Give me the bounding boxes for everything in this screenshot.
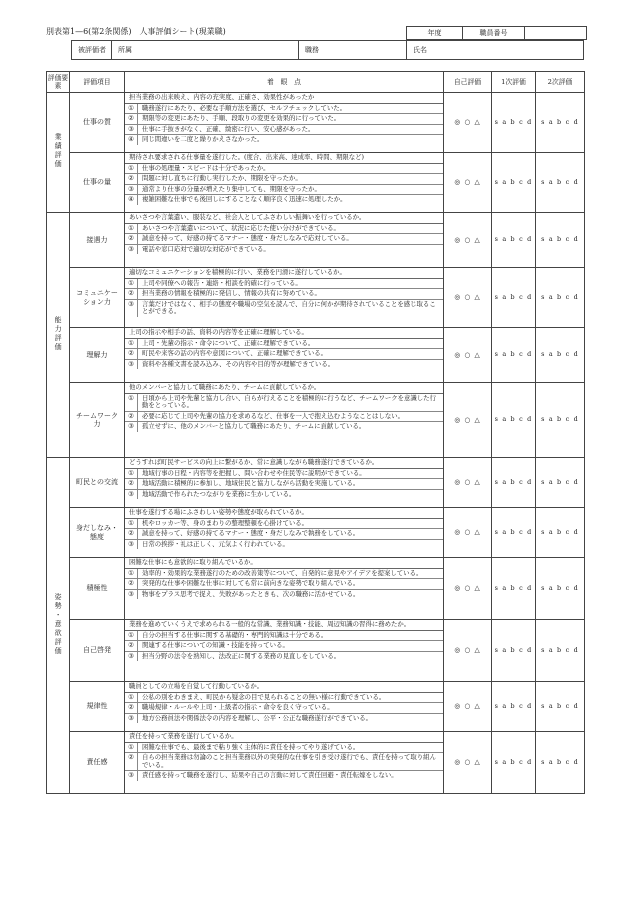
- table-row: [47, 620, 585, 682]
- point-row: [125, 641, 443, 652]
- point-number: ②: [125, 234, 138, 244]
- item-name: チームワーク力: [70, 383, 125, 458]
- table-row: [47, 213, 585, 268]
- second-eval-grades[interactable]: s a b c d: [536, 508, 585, 558]
- point-number: ①: [125, 693, 138, 703]
- point-text: 日常の挨拶・礼は正しく、元気よく行われている。: [142, 539, 289, 548]
- point-text: 地域活動に積極的に参加し、地域住民と協力しながら活動を実施している。: [142, 479, 360, 488]
- point-row: [125, 703, 443, 714]
- first-eval-grades[interactable]: s a b c d: [492, 682, 536, 732]
- point-intro: 責任を持って業務を遂行しているか。: [125, 732, 443, 743]
- table-row: [47, 93, 585, 153]
- second-eval-grades[interactable]: s a b c d: [536, 682, 585, 732]
- points-cell: [125, 328, 444, 383]
- point-text: 机やロッカー等、身のまわりの整理整頓を心掛けている。: [142, 518, 309, 527]
- point-text: 職場規律・ルールや上司・上級者の指示・命令を良く守っている。: [142, 703, 334, 712]
- point-text: 電話や窓口応対で適切な対応ができている。: [142, 244, 270, 253]
- second-eval-grades[interactable]: s a b c d: [536, 558, 585, 620]
- item-name: コミュニケーション力: [70, 268, 125, 328]
- point-text: 誠意を持って、好感の持てるマナー・態度・身だしなみで応対している。: [142, 234, 353, 243]
- point-text: 担当分野の法令を熟知し、法改正に関する業務の見直しをしている。: [142, 651, 341, 660]
- point-text: 職務遂行にあたり、必要な手順方法を選び、セルフチェックしていた。: [142, 103, 347, 112]
- item-name: 自己啓発: [70, 620, 125, 682]
- point-intro: 他のメンバーと協力して職務にあたり、チームに貢献しているか。: [125, 383, 443, 394]
- point-number: ②: [125, 289, 138, 299]
- second-eval-grades[interactable]: s a b c d: [536, 93, 585, 153]
- point-number: ②: [125, 641, 138, 651]
- point-intro: 適切なコミュニケーションを積極的に行い、業務を円滑に遂行しているか。: [125, 268, 443, 279]
- point-row: [125, 104, 443, 115]
- point-text: 日頃から上司や先輩と協力し合い、自らが行えることを積極的に行うなど、チームワークを意識した行動をとっている。: [142, 393, 436, 410]
- point-row: [125, 339, 443, 350]
- points-cell: [125, 93, 444, 153]
- category-label: 姿勢・意欲評価: [54, 592, 63, 656]
- point-number: ③: [125, 185, 138, 195]
- staff-no-field[interactable]: [525, 27, 587, 40]
- self-eval-marks[interactable]: ◎ ○ △: [444, 682, 492, 732]
- point-number: ③: [125, 540, 138, 550]
- point-row: [125, 234, 443, 245]
- name-field[interactable]: [407, 41, 584, 60]
- point-intro: 担当業務の出来映え、内容の充実度、正確さ、効果性があったか: [125, 93, 443, 104]
- point-number: ②: [125, 479, 138, 489]
- first-eval-grades[interactable]: s a b c d: [492, 383, 536, 458]
- first-eval-grades[interactable]: s a b c d: [492, 213, 536, 268]
- point-row: [125, 245, 443, 255]
- first-eval-grades[interactable]: s a b c d: [492, 620, 536, 682]
- col-second: 2次評価: [536, 72, 585, 93]
- point-row: [125, 652, 443, 662]
- point-row: [125, 394, 443, 412]
- point-number: ②: [125, 529, 138, 539]
- first-eval-grades[interactable]: s a b c d: [492, 328, 536, 383]
- point-text: 複雑困難な仕事でも後回しにすることなく順序良く迅速に処理したか。: [142, 195, 347, 204]
- point-intro: 業務を進めていくうえで求められる一般的な常識、業務知識・技能、周辺知識の習得に務めたか。: [125, 620, 443, 631]
- point-row: [125, 125, 443, 136]
- point-number: ①: [125, 224, 138, 234]
- second-eval-grades[interactable]: s a b c d: [536, 732, 585, 794]
- point-text: 物事をプラス思考で捉え、失敗があったときも、次の職務に活かせている。: [142, 589, 360, 598]
- table-row: [47, 558, 585, 620]
- item-name: 積極性: [70, 558, 125, 620]
- self-eval-marks[interactable]: ◎ ○ △: [444, 93, 492, 153]
- point-number: ①: [125, 631, 138, 641]
- item-name: 理解力: [70, 328, 125, 383]
- point-number: ②: [125, 349, 138, 359]
- point-text: 仕事の処理量・スピードは十分であったか。: [142, 163, 270, 172]
- self-eval-marks[interactable]: ◎ ○ △: [444, 213, 492, 268]
- point-row: [125, 289, 443, 300]
- point-text: 突発的な仕事や困難な仕事に対しても常に前向きな姿勢で取り組んでいる。: [142, 579, 360, 588]
- point-row: [125, 540, 443, 550]
- point-text: 効率的・効果的な業務遂行のための改善策等について、自発的に意見やアイデアを提案している。: [142, 568, 423, 577]
- self-eval-marks[interactable]: ◎ ○ △: [444, 620, 492, 682]
- self-eval-marks[interactable]: ◎ ○ △: [444, 268, 492, 328]
- point-number: ④: [125, 195, 138, 205]
- point-number: ③: [125, 590, 138, 600]
- self-eval-marks[interactable]: ◎ ○ △: [444, 458, 492, 508]
- point-text: 地域行事の日程・内容等を把握し、問い合わせや住民等に説明ができている。: [142, 468, 366, 477]
- self-eval-marks[interactable]: ◎ ○ △: [444, 328, 492, 383]
- point-intro: 期待され要求される仕事量を遂行した。(度合、出来高、達成率、時間、期限など): [125, 153, 443, 164]
- point-row: [125, 135, 443, 145]
- point-number: ①: [125, 569, 138, 579]
- point-text: 資料や各種文書を読み込み、その内容や目的等が理解できている。: [142, 359, 335, 368]
- point-number: ③: [125, 490, 138, 500]
- item-name: 身だしなみ・態度: [70, 508, 125, 558]
- position-label: 職務: [305, 45, 319, 54]
- col-first: 1次評価: [492, 72, 536, 93]
- point-text: 上司・先輩の指示・命令について、正確に理解できている。: [142, 338, 315, 347]
- point-row: [125, 579, 443, 590]
- point-row: [125, 479, 443, 490]
- point-row: [125, 693, 443, 704]
- point-text: 担当業務の情報を積極的に発信し、情報の共有に努めている。: [142, 289, 321, 298]
- table-row: [47, 682, 585, 732]
- point-row: [125, 360, 443, 370]
- name-label: 氏名: [413, 45, 427, 54]
- item-name: 町民との交流: [70, 458, 125, 508]
- point-row: [125, 422, 443, 432]
- table-row: [47, 458, 585, 508]
- second-eval-grades[interactable]: s a b c d: [536, 213, 585, 268]
- point-row: [125, 412, 443, 423]
- points-cell: [125, 682, 444, 732]
- points-cell: [125, 153, 444, 213]
- point-number: ①: [125, 394, 138, 411]
- point-row: [125, 174, 443, 185]
- point-row: [125, 529, 443, 540]
- point-number: ③: [125, 771, 138, 781]
- point-row: [125, 195, 443, 205]
- point-text: 町民や来客の話の内容や意図について、正確に理解できている。: [142, 349, 328, 358]
- point-row: [125, 519, 443, 530]
- point-number: ①: [125, 279, 138, 289]
- point-number: ③: [125, 714, 138, 724]
- second-eval-grades[interactable]: s a b c d: [536, 620, 585, 682]
- second-eval-grades[interactable]: s a b c d: [536, 383, 585, 458]
- second-eval-grades[interactable]: s a b c d: [536, 268, 585, 328]
- item-name: 仕事の質: [70, 93, 125, 153]
- staff-no-label: 職員番号: [463, 27, 525, 40]
- col-points: 着 眼 点: [125, 72, 444, 93]
- first-eval-grades[interactable]: s a b c d: [492, 558, 536, 620]
- point-number: ④: [125, 135, 138, 145]
- first-eval-grades[interactable]: s a b c d: [492, 93, 536, 153]
- category-cell: [47, 213, 70, 458]
- second-eval-grades[interactable]: s a b c d: [536, 328, 585, 383]
- point-text: 仕事に手抜きがなく、正確、緻密に行い、安心感があった。: [142, 124, 315, 133]
- item-name: 規律性: [70, 682, 125, 732]
- table-row: [47, 508, 585, 558]
- point-row: [125, 490, 443, 500]
- point-number: ③: [125, 245, 138, 255]
- first-eval-grades[interactable]: s a b c d: [492, 458, 536, 508]
- point-number: ③: [125, 360, 138, 370]
- point-text: 期限等の変更にあたり、手順、段取りの変更を効果的に行っていた。: [142, 114, 341, 123]
- evaluation-table: [46, 71, 585, 794]
- point-text: 公私の別をわきまえ、町民から疑念の目で見られることの無い様に行動できている。: [142, 692, 386, 701]
- self-eval-marks[interactable]: ◎ ○ △: [444, 383, 492, 458]
- point-text: 上司や同僚への報告・連絡・相談を的確に行っている。: [142, 278, 302, 287]
- point-text: 地域活動で作られたつながりを業務に生かしている。: [142, 489, 296, 498]
- item-name: 仕事の量: [70, 153, 125, 213]
- points-cell: [125, 732, 444, 794]
- point-text: 地方公務員法や関係法令の内容を理解し、公平・公正な職務遂行ができている。: [142, 713, 373, 722]
- point-number: ③: [125, 422, 138, 432]
- point-text: 困難な仕事でも、最後まで粘り強く主体的に責任を持ってやり遂げている。: [142, 742, 360, 751]
- point-intro: 仕事を遂行する場にふさわしい姿勢や態度が取られているか。: [125, 508, 443, 519]
- affiliation-label: 所属: [118, 45, 132, 54]
- point-text: 孤立せずに、他のメンバーと協力して職務にあたり、チームに貢献している。: [142, 422, 366, 431]
- second-eval-grades[interactable]: s a b c d: [536, 153, 585, 213]
- point-intro: 困難な仕事にも意欲的に取り組んでいるか。: [125, 558, 443, 569]
- point-number: ②: [125, 174, 138, 184]
- point-text: 言葉だけではなく、相手の態度や職場の空気を読んで、自分に何かが期待されていることを感じ取ることができる。: [142, 299, 436, 316]
- point-intro: あいさつや言葉遣い、服装など、社会人としてふさわしい振舞いを行っているか。: [125, 213, 443, 224]
- point-row: [125, 279, 443, 290]
- point-row: [125, 164, 443, 175]
- point-row: [125, 349, 443, 360]
- category-label: 業績評価: [54, 133, 63, 170]
- point-number: ②: [125, 703, 138, 713]
- point-text: 関連する仕事についての知識・技能を持っている。: [142, 641, 289, 650]
- point-row: [125, 631, 443, 642]
- point-row: [125, 300, 443, 317]
- point-row: [125, 114, 443, 125]
- evaluatee-label: 被評価者: [72, 41, 112, 60]
- affiliation-field[interactable]: [112, 41, 299, 60]
- table-row: [47, 328, 585, 383]
- item-name: 接遇力: [70, 213, 125, 268]
- point-number: ①: [125, 164, 138, 174]
- year-label: 年度: [407, 27, 463, 40]
- table-row: [47, 383, 585, 458]
- point-row: [125, 714, 443, 724]
- point-text: 通常より仕事の分量が増えたり集中しても、期限を守ったか。: [142, 184, 321, 193]
- item-name: 責任感: [70, 732, 125, 794]
- point-number: ②: [125, 579, 138, 589]
- point-text: 自らの担当業務は勿論のこと担当業務以外の突発的な仕事を引き受け遂行でも、責任を持って取り組んでいる。: [142, 753, 436, 769]
- point-row: [125, 569, 443, 580]
- col-category: 評価要素: [47, 72, 70, 93]
- first-eval-grades[interactable]: s a b c d: [492, 153, 536, 213]
- point-intro: どうすれば町民サービスの向上に繋がるか、常に意識しながら職務遂行できているか。: [125, 458, 443, 469]
- point-row: [125, 185, 443, 196]
- year-staff-table: [406, 26, 587, 40]
- point-number: ①: [125, 469, 138, 479]
- table-row: [47, 153, 585, 213]
- point-text: 誠意を持って、好感の持てるマナー・態度・身だしなみで執務をしている。: [142, 529, 360, 538]
- points-cell: [125, 558, 444, 620]
- point-row: [125, 771, 443, 781]
- category-cell: [47, 458, 70, 794]
- point-number: ②: [125, 753, 138, 770]
- point-row: [125, 753, 443, 771]
- position-field[interactable]: [299, 41, 407, 60]
- table-row: [47, 732, 585, 794]
- point-number: ③: [125, 300, 138, 317]
- point-text: 必要に応じて上司や先輩の協力を求めるなど、仕事を一人で抱え込むようなことはしない。: [142, 411, 405, 420]
- col-self: 自己評価: [444, 72, 492, 93]
- form-title: 別表第1—6(第2条関係) 人事評価シート(現業職): [46, 27, 226, 36]
- points-cell: [125, 620, 444, 682]
- self-eval-marks[interactable]: ◎ ○ △: [444, 508, 492, 558]
- point-text: あいさつや言葉遣いについて、状況に応じた使い分けができている。: [142, 223, 340, 232]
- point-text: 自分の担当する仕事に関する基礎的・専門的知識は十分である。: [142, 630, 328, 639]
- point-text: 同じ間違いを二度と繰りかえさなかった。: [142, 135, 264, 144]
- point-number: ①: [125, 104, 138, 114]
- point-number: ②: [125, 114, 138, 124]
- point-row: [125, 224, 443, 235]
- point-intro: 職員としての立場を自覚して行動しているか。: [125, 682, 443, 693]
- first-eval-grades[interactable]: s a b c d: [492, 732, 536, 794]
- point-number: ①: [125, 339, 138, 349]
- point-number: ①: [125, 743, 138, 753]
- points-cell: [125, 268, 444, 328]
- point-text: 問題に対し直ちに行動し実行したか、期限を守ったか。: [142, 174, 302, 183]
- point-number: ②: [125, 412, 138, 422]
- table-row: [47, 268, 585, 328]
- point-text: 責任感を持って職務を遂行し、結果や自己の言動に対して責任回避・責任転嫁をしない。: [142, 771, 398, 780]
- point-number: ①: [125, 519, 138, 529]
- col-item: 評価項目: [70, 72, 125, 93]
- self-eval-marks[interactable]: ◎ ○ △: [444, 732, 492, 794]
- category-label: 能力評価: [54, 315, 63, 352]
- point-number: ③: [125, 652, 138, 662]
- point-row: [125, 469, 443, 480]
- first-eval-grades[interactable]: s a b c d: [492, 508, 536, 558]
- second-eval-grades[interactable]: s a b c d: [536, 458, 585, 508]
- point-row: [125, 743, 443, 754]
- points-cell: [125, 458, 444, 508]
- self-eval-marks[interactable]: ◎ ○ △: [444, 153, 492, 213]
- first-eval-grades[interactable]: s a b c d: [492, 268, 536, 328]
- points-cell: [125, 508, 444, 558]
- evaluatee-table: [71, 40, 584, 60]
- point-number: ③: [125, 125, 138, 135]
- category-cell: [47, 93, 70, 213]
- self-eval-marks[interactable]: ◎ ○ △: [444, 558, 492, 620]
- point-row: [125, 590, 443, 600]
- points-cell: [125, 383, 444, 458]
- points-cell: [125, 213, 444, 268]
- point-intro: 上司の指示や相手の話、資料の内容等を正確に理解している。: [125, 328, 443, 339]
